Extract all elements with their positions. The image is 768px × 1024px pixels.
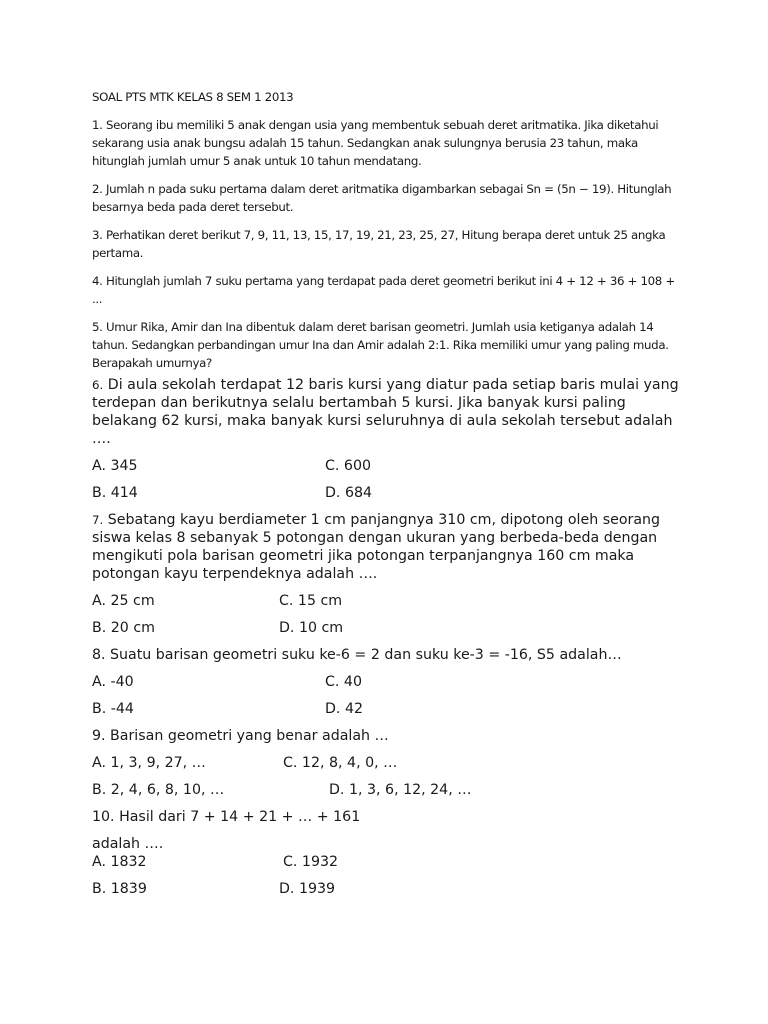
question-9: 9. Barisan geometri yang benar adalah … [92,728,389,744]
question-6 [92,376,682,448]
question-3: 3. Perhatikan deret berikut 7, 9, 11, 13, 15, 17, 19, 21, 23, 25, 27, Hitung berapa deret untuk 25 angka pertama. [92,228,666,260]
question-2: 2. Jumlah n pada suku pertama dalam deret aritmatika digambarkan sebagai Sn = (5n − 19). Hitunglah besarnya beda pada deret tersebut. [92,182,672,214]
question-10-line-1: 10. Hasil dari 7 + 14 + 21 + … + 161 [92,809,361,825]
question-10-option-c: C. 1932 [283,854,339,870]
document-title: SOAL PTS MTK KELAS 8 SEM 1 2013 [92,90,294,104]
question-10-options-row-1 [92,853,682,871]
question-7-option-c: C. 15 cm [279,593,343,609]
question-6-option-a: A. 345 [92,458,138,474]
question-9-option-d: D. 1, 3, 6, 12, 24, … [329,782,472,798]
question-6-options-row-2 [92,484,682,502]
question-1: 1. Seorang ibu memiliki 5 anak dengan usia yang membentuk sebuah deret aritmatika. Jika diketahui sekarang usia anak bungsu adalah 15 tahun. Sedangkan anak sulungnya berusia 23 tahun, maka hitunglah jumlah umur 5 anak untuk 10 tahun mendatang. [92,118,659,168]
question-8: 8. Suatu barisan geometri suku ke-6 = 2 dan suku ke-3 = -16, S5 adalah… [92,647,622,663]
question-6-option-c: C. 600 [325,458,372,474]
question-9-options-row-1 [92,754,682,772]
question-6-text: Di aula sekolah terdapat 12 baris kursi yang diatur pada setiap baris mulai yang terdepan dan berikutnya selalu bertambah 5 kursi. Jika banyak kursi paling belakang 62 kursi, maka banyak kursi seluruhnya di aula sekolah tersebut adalah …. [92,377,679,447]
question-9-options-row-2 [92,781,682,799]
question-7 [92,511,682,583]
question-9-option-a: A. 1, 3, 9, 27, … [92,755,206,771]
question-10-option-a: A. 1832 [92,854,147,870]
question-4: 4. Hitunglah jumlah 7 suku pertama yang terdapat pada deret geometri berikut ini 4 + 12 + 36 + 108 + ... [92,274,675,306]
question-8-option-a: A. -40 [92,674,134,690]
question-10-option-d: D. 1939 [279,881,336,897]
question-7-option-b: B. 20 cm [92,620,155,636]
question-6-options-row-1 [92,457,682,475]
question-7-options-row-2 [92,619,682,637]
question-10-option-b: B. 1839 [92,881,147,897]
question-8-option-d: D. 42 [325,701,363,717]
question-7-option-d: D. 10 cm [279,620,344,636]
document-page [92,88,682,907]
question-9-option-c: C. 12, 8, 4, 0, … [283,755,398,771]
question-10-line-2: adalah …. [92,836,164,852]
question-9-option-b: B. 2, 4, 6, 8, 10, … [92,782,225,798]
question-7-options-row-1 [92,592,682,610]
question-10-options-row-2 [92,880,682,898]
question-8-option-b: B. -44 [92,701,134,717]
question-7-text: Sebatang kayu berdiameter 1 cm panjangnya 310 cm, dipotong oleh seorang siswa kelas 8 sebanyak 5 potongan dengan ukuran yang berbeda-beda dengan mengikuti pola barisan geometri jika potongan terpanjangnya 160 cm maka potongan kayu terpendeknya adalah …. [92,512,661,582]
question-6-option-d: D. 684 [325,485,373,501]
question-7-number: 7. [92,513,104,527]
question-6-number: 6. [92,378,104,392]
question-6-option-b: B. 414 [92,485,138,501]
question-8-options-row-1 [92,673,682,691]
question-5: 5. Umur Rika, Amir dan Ina dibentuk dalam deret barisan geometri. Jumlah usia ketiganya adalah 14 tahun. Sedangkan perbandingan umur Ina dan Amir adalah 2:1. Rika memiliki umur yang paling muda. Berapakah umurnya? [92,320,669,370]
question-8-options-row-2 [92,700,682,718]
question-8-option-c: C. 40 [325,674,362,690]
question-7-option-a: A. 25 cm [92,593,155,609]
